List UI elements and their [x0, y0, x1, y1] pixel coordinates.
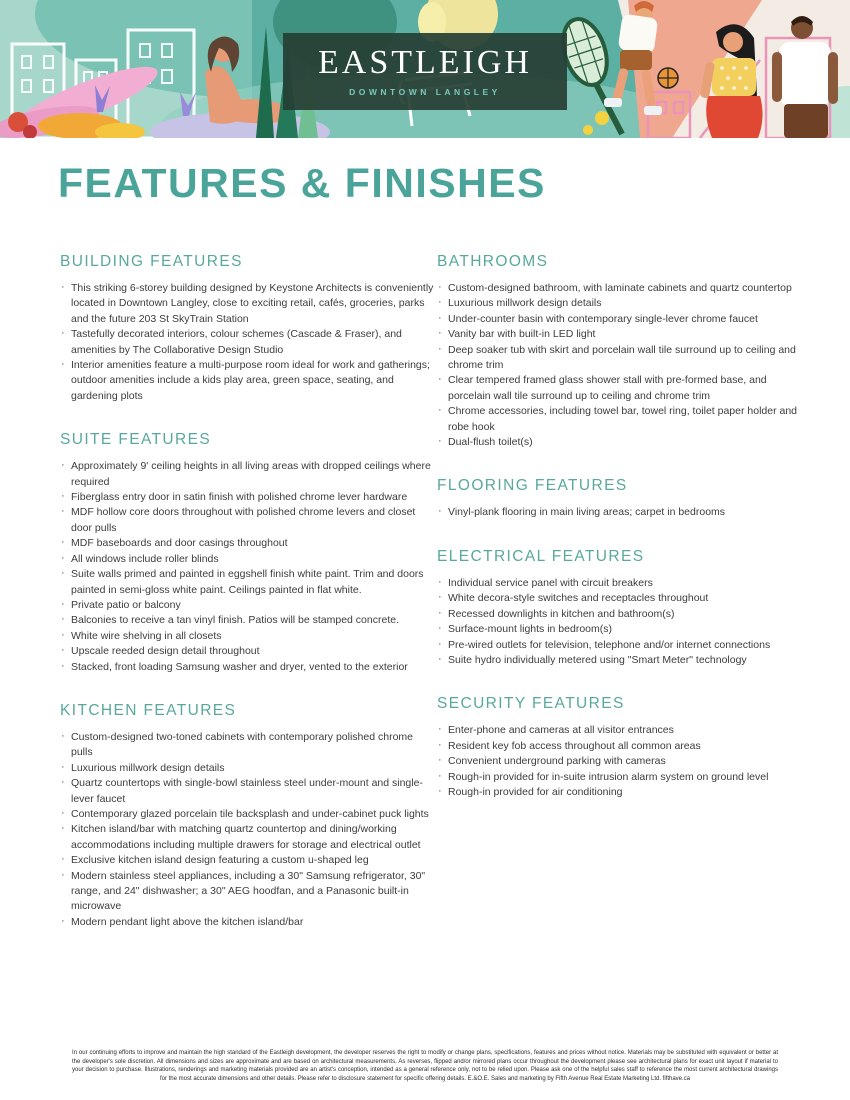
- feature-section: [437, 695, 802, 800]
- feature-item-text: Balconies to receive a tan vinyl finish. Patios will be stamped concrete.: [71, 614, 399, 627]
- feature-item: [437, 505, 802, 520]
- feature-item: [437, 312, 802, 327]
- feature-item-text: Custom-designed bathroom, with laminate cabinets and quartz countertop: [448, 282, 792, 294]
- feature-item-text: Exclusive kitchen island design featuring a custom u-shaped leg: [71, 854, 369, 867]
- feature-item: [60, 536, 437, 551]
- feature-item: [437, 607, 802, 622]
- feature-item: [60, 505, 437, 536]
- feature-item: [437, 622, 802, 637]
- section-heading: SECURITY FEATURES: [437, 695, 625, 713]
- bullet-icon: ·: [438, 637, 442, 650]
- feature-item-text: MDF baseboards and door casings throughout: [71, 537, 288, 550]
- feature-item-text: White decora-style switches and receptacles throughout: [448, 592, 709, 605]
- bullet-icon: ·: [61, 853, 65, 866]
- feature-item: [437, 404, 802, 435]
- bullet-icon: ·: [438, 652, 442, 665]
- feature-item-text: Vinyl-plank flooring in main living areas; carpet in bedrooms: [448, 506, 726, 519]
- feature-item: [60, 761, 437, 776]
- bullet-icon: ·: [61, 567, 65, 580]
- bullet-icon: ·: [438, 505, 442, 518]
- feature-item-text: Vanity bar with built-in LED light: [448, 328, 596, 341]
- bullet-icon: ·: [61, 760, 65, 773]
- page-title: FEATURES & FINISHES: [58, 160, 546, 206]
- feature-list: [437, 576, 802, 668]
- feature-item: [437, 373, 802, 404]
- feature-item: [60, 776, 437, 807]
- bullet-icon: ·: [61, 597, 65, 610]
- bullet-icon: ·: [61, 551, 65, 564]
- feature-section: [60, 431, 437, 675]
- feature-item-text: Dual-flush toilet(s): [448, 436, 533, 449]
- feature-item: [437, 343, 802, 374]
- feature-item-text: Custom-designed two-toned cabinets with contemporary polished chrome pulls: [71, 730, 414, 759]
- bullet-icon: ·: [438, 769, 442, 782]
- bullet-icon: ·: [438, 591, 442, 604]
- section-heading: ELECTRICAL FEATURES: [437, 547, 645, 565]
- feature-item-text: Individual service panel with circuit breakers: [448, 576, 653, 589]
- feature-list: [60, 281, 437, 404]
- bullet-icon: ·: [61, 776, 65, 789]
- feature-item-text: Luxurious millwork design details: [71, 761, 225, 774]
- bullet-icon: ·: [438, 575, 442, 588]
- logo-wordmark: EASTLEIGH: [318, 44, 532, 81]
- feature-item-text: Suite walls primed and painted in eggshell finish white paint. Trim and doors painted in semi-gloss white paint. Ceilings painted in flat white.: [71, 568, 424, 596]
- bullet-icon: ·: [61, 868, 65, 881]
- feature-item: [60, 490, 437, 505]
- bullet-icon: ·: [438, 738, 442, 751]
- feature-list: [60, 730, 437, 930]
- bullet-icon: ·: [438, 281, 442, 293]
- feature-item-text: Under-counter basin with contemporary single-lever chrome faucet: [448, 312, 758, 325]
- bullet-icon: ·: [61, 822, 65, 835]
- feature-item: [437, 435, 802, 450]
- logo-tagline: DOWNTOWN LANGLEY: [349, 87, 501, 97]
- bullet-icon: ·: [438, 435, 442, 448]
- feature-item: [437, 754, 802, 769]
- section-heading: KITCHEN FEATURES: [60, 701, 237, 719]
- feature-item: [60, 730, 437, 761]
- bullet-icon: ·: [61, 613, 65, 626]
- logo-panel: [283, 33, 567, 110]
- feature-section: [60, 702, 437, 930]
- feature-item-text: Rough-in provided for air conditioning: [448, 785, 623, 798]
- feature-item: [60, 853, 437, 868]
- bullet-icon: ·: [438, 754, 442, 767]
- feature-item-text: Resident key fob access throughout all common areas: [448, 739, 701, 752]
- feature-item-text: Pre-wired outlets for television, telephone and/or internet connections: [448, 638, 771, 651]
- feature-item-text: Rough-in provided for in-suite intrusion alarm system on ground level: [448, 770, 769, 783]
- section-heading: FLOORING FEATURES: [437, 477, 628, 495]
- feature-section: [437, 477, 802, 520]
- feature-section: [60, 253, 437, 404]
- section-heading: BATHROOMS: [437, 253, 549, 270]
- feature-item: [60, 567, 437, 598]
- bullet-icon: ·: [61, 459, 65, 472]
- feature-item-text: Fiberglass entry door in satin finish with polished chrome lever hardware: [71, 491, 408, 504]
- feature-item-text: Kitchen island/bar with matching quartz countertop and dining/working accommodations including multiple drawers for storage and electrical outlet: [71, 823, 421, 851]
- feature-list: [60, 459, 437, 675]
- feature-item: [437, 739, 802, 754]
- feature-list: [437, 281, 802, 450]
- feature-item: [437, 653, 802, 668]
- features-content: [60, 253, 802, 957]
- bullet-icon: ·: [438, 404, 442, 417]
- legal-disclaimer: In our continuing efforts to improve and maintain the high standard of the Eastleigh development, the developer reserves the right to modify or change plans, specifications, features and prices without notice. Materials may be substituted with equivalent or better at the developer's sole discretion. All dimensions and sizes are approximate and are based on architectural measurements. As reverses, flipped and/or mirrored plans occur throughout the development please see architectural plans for exact unit layout if material to your decision to purchase. Illustrations, renderings and marketing materials provided are an artist's conception, intended as a general reference only, not to be relied upon. Please ask one of the helpful sales staff to reference the most current architectural drawings for the most accurate dimensions and other details. Please refer to disclosure statement for specific offering details. E.&O.E. Sales and marketing by Fifth Avenue Real Estate Marketing Ltd. fifthave.ca: [72, 1050, 778, 1083]
- feature-item-text: Convenient underground parking with cameras: [448, 755, 666, 768]
- feature-item-text: Deep soaker tub with skirt and porcelain wall tile surround up to ceiling and chrome trim: [448, 343, 796, 372]
- feature-item: [437, 296, 802, 311]
- feature-section: [437, 253, 802, 450]
- bullet-icon: ·: [438, 622, 442, 635]
- feature-item: [60, 598, 437, 613]
- feature-list: [437, 723, 802, 800]
- feature-item-text: Interior amenities feature a multi-purpose room ideal for work and gatherings; outdoor amenities include a kids play area, green space, seating, and gardening plots: [71, 359, 430, 402]
- feature-item: [60, 660, 437, 675]
- section-heading: BUILDING FEATURES: [60, 253, 243, 270]
- feature-item: [60, 281, 437, 327]
- feature-item-text: Recessed downlights in kitchen and bathroom(s): [448, 607, 675, 620]
- feature-item-text: MDF hollow core doors throughout with polished chrome levers and closet door pulls: [71, 506, 416, 534]
- feature-item-text: Surface-mount lights in bedroom(s): [448, 623, 612, 636]
- feature-item: [60, 327, 437, 358]
- bullet-icon: ·: [438, 311, 442, 324]
- feature-item: [60, 552, 437, 567]
- feature-item-text: Suite hydro individually metered using "Smart Meter" technology: [448, 653, 747, 666]
- bullet-icon: ·: [61, 281, 65, 293]
- feature-item: [437, 785, 802, 800]
- bullet-icon: ·: [61, 536, 65, 549]
- feature-list: [437, 505, 802, 520]
- feature-item: [60, 644, 437, 659]
- bullet-icon: ·: [438, 373, 442, 386]
- features-column-left: [60, 253, 437, 957]
- feature-item-text: Modern pendant light above the kitchen island/bar: [71, 915, 304, 928]
- feature-item: [437, 576, 802, 591]
- feature-item-text: Enter-phone and cameras at all visitor entrances: [448, 724, 674, 737]
- feature-item: [437, 638, 802, 653]
- feature-item: [60, 869, 437, 915]
- feature-item-text: Upscale reeded design detail throughout: [71, 645, 260, 658]
- bullet-icon: ·: [61, 505, 65, 518]
- bullet-icon: ·: [61, 914, 65, 927]
- feature-item-text: Modern stainless steel appliances, including a 30" Samsung refrigerator, 30" range, and 24" dishwasher; a 30" AEG hoodfan, and a Panasonic built-in microwave: [71, 869, 426, 913]
- section-heading: SUITE FEATURES: [60, 431, 212, 449]
- feature-item-text: Chrome accessories, including towel bar, towel ring, toilet paper holder and robe hook: [448, 405, 798, 433]
- features-column-right: [437, 253, 802, 957]
- feature-item-text: White wire shelving in all closets: [71, 629, 222, 642]
- feature-item: [60, 915, 437, 930]
- feature-item: [60, 629, 437, 644]
- feature-item: [60, 807, 437, 822]
- feature-item-text: Quartz countertops with single-bowl stainless steel under-mount and single-lever faucet: [71, 777, 423, 805]
- feature-item: [60, 459, 437, 490]
- feature-item-text: All windows include roller blinds: [71, 552, 219, 565]
- bullet-icon: ·: [61, 806, 65, 819]
- feature-item-text: Contemporary glazed porcelain tile backsplash and under-cabinet puck lights: [71, 807, 429, 820]
- feature-item: [437, 591, 802, 606]
- feature-item: [437, 327, 802, 342]
- bullet-icon: ·: [61, 659, 65, 672]
- feature-item-text: Stacked, front loading Samsung washer and dryer, vented to the exterior: [71, 660, 408, 673]
- feature-item: [437, 281, 802, 296]
- feature-item-text: This striking 6-storey building designed by Keystone Architects is conveniently located in Downtown Langley, close to exciting retail, cafés, groceries, parks and the future 203 St SkyTrain Station: [71, 282, 434, 325]
- bullet-icon: ·: [61, 358, 65, 371]
- feature-section: [437, 548, 802, 668]
- bullet-icon: ·: [438, 723, 442, 736]
- bullet-icon: ·: [61, 729, 65, 742]
- feature-item: [437, 723, 802, 738]
- banner: [0, 0, 850, 138]
- bullet-icon: ·: [438, 296, 442, 309]
- bullet-icon: ·: [61, 327, 65, 340]
- bullet-icon: ·: [61, 490, 65, 503]
- feature-item-text: Approximately 9' ceiling heights in all living areas with dropped ceilings where required: [71, 460, 431, 488]
- bullet-icon: ·: [438, 327, 442, 340]
- feature-item: [60, 358, 437, 404]
- feature-item-text: Clear tempered framed glass shower stall with pre-formed base, and porcelain wall tile surround up to ceiling and chrome trim: [448, 374, 767, 402]
- feature-item-text: Tastefully decorated interiors, colour schemes (Cascade & Fraser), and amenities by The Collaborative Design Studio: [71, 328, 402, 356]
- feature-item: [60, 822, 437, 853]
- feature-item: [60, 613, 437, 628]
- feature-item-text: Private patio or balcony: [71, 598, 181, 611]
- bullet-icon: ·: [61, 628, 65, 641]
- bullet-icon: ·: [438, 784, 442, 797]
- bullet-icon: ·: [438, 342, 442, 355]
- feature-item-text: Luxurious millwork design details: [448, 297, 602, 310]
- feature-item: [437, 770, 802, 785]
- bullet-icon: ·: [438, 606, 442, 619]
- bullet-icon: ·: [61, 644, 65, 657]
